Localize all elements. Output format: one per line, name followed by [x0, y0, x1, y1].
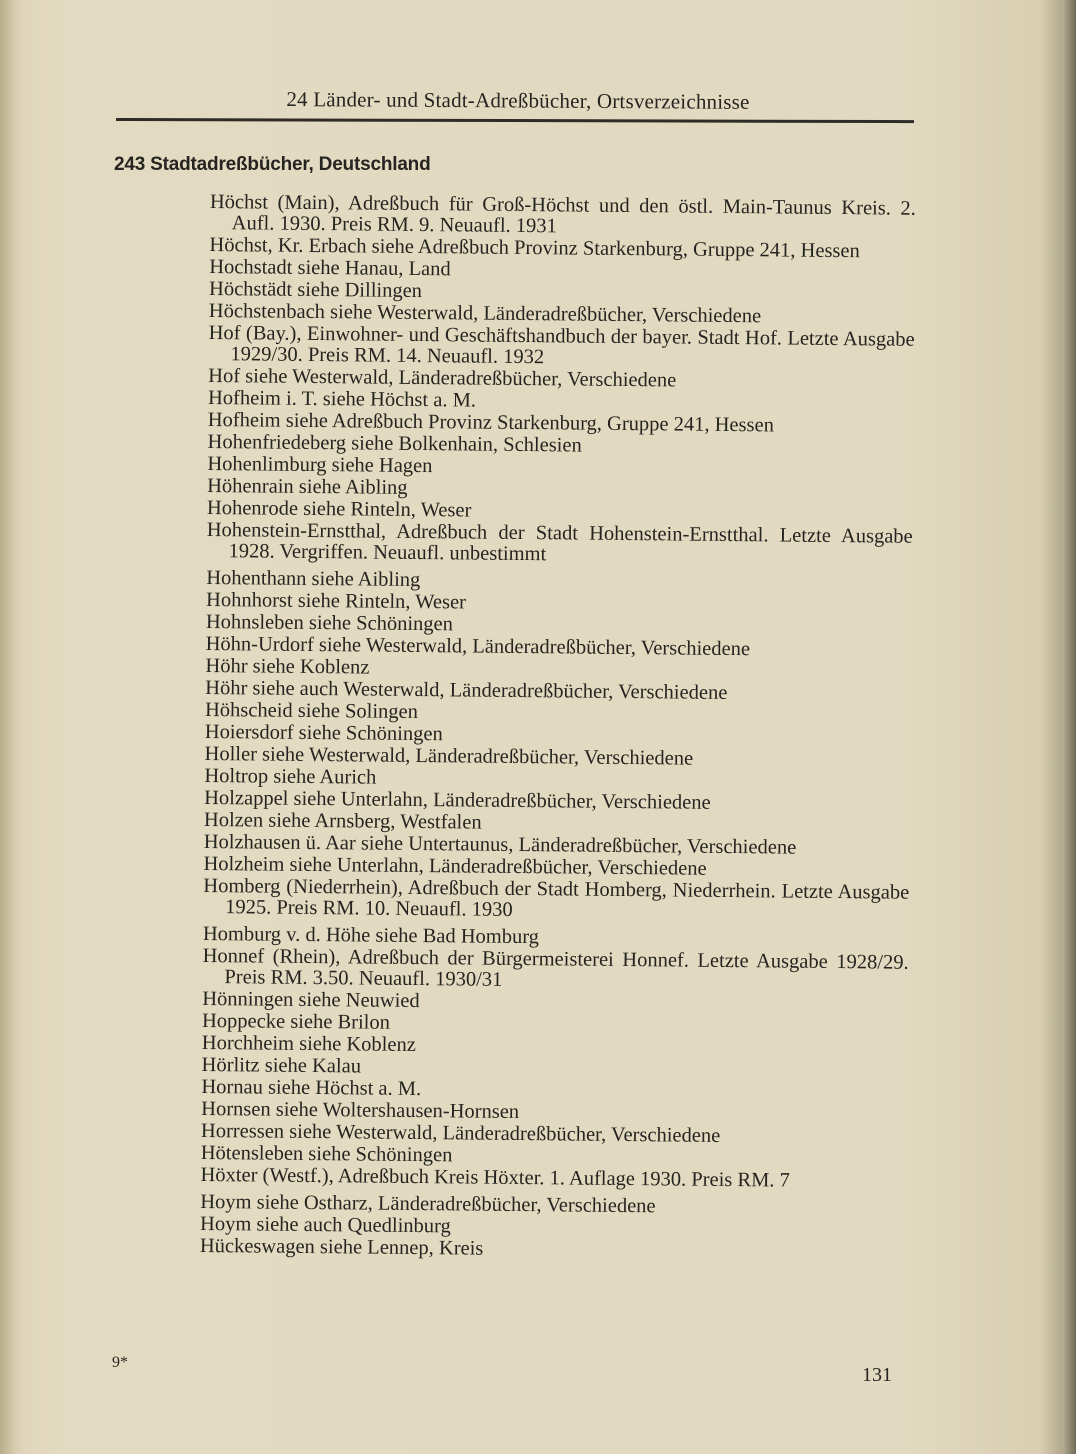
page-outer-edge	[1062, 0, 1076, 1454]
list-item: Hornau siehe Höchst a. M.	[201, 1075, 422, 1101]
list-item: Hückeswagen siehe Lennep, Kreis	[199, 1234, 484, 1260]
list-item: Holzen siehe Arnsberg, Westfalen	[203, 808, 482, 834]
list-item: Höhn-Urdorf siehe Westerwald, Länderadreßbücher, Verschiedene	[205, 632, 751, 661]
page-binding-edge	[0, 0, 14, 1454]
list-item: Holtrop siehe Aurich	[204, 764, 377, 789]
signature-mark: 9*	[112, 1354, 128, 1371]
running-head: 24 Länder- und Stadt-Adreßbücher, Ortsverzeichnisse	[286, 87, 750, 114]
list-item: Hoym siehe Ostharz, Länderadreßbücher, Verschiedene	[200, 1190, 656, 1218]
list-item: Hof siehe Westerwald, Länderadreßbücher, Verschiedene	[208, 364, 677, 392]
list-item: Hohenstein-Ernstthal, Adreßbuch der Stadt Hohenstein-Ernstthal. Letzte Ausgabe 1928. Vergriffen. Neuaufl. unbestimmt	[206, 518, 913, 566]
list-item: Hohnsleben siehe Schöningen	[205, 610, 454, 636]
list-item: Höhr siehe Koblenz	[205, 654, 370, 679]
list-item: Hörlitz siehe Kalau	[201, 1053, 362, 1078]
list-item: Hoppecke siehe Brilon	[201, 1009, 391, 1034]
list-item: Horchheim siehe Koblenz	[201, 1031, 416, 1057]
list-item: Hohenfriedeberg siehe Bolkenhain, Schlesien	[207, 430, 582, 457]
list-item: Hohenrode siehe Rinteln, Weser	[206, 496, 472, 522]
list-item: Hoym siehe auch Quedlinburg	[199, 1212, 451, 1238]
list-item: Hohenthann siehe Aibling	[206, 566, 421, 592]
list-item: Höhr siehe auch Westerwald, Länderadreßbücher, Verschiedene	[205, 676, 728, 704]
list-item: Hönningen siehe Neuwied	[202, 987, 420, 1013]
list-item: Honnef (Rhein), Adreßbuch der Bürgermeisterei Honnef. Letzte Ausgabe 1928/29. Preis RM. 3.50. Neuaufl. 1930/31	[202, 944, 909, 991]
list-item: Hochstadt siehe Hanau, Land	[209, 255, 451, 281]
list-item: Holler siehe Westerwald, Länderadreßbücher, Verschiedene	[204, 742, 694, 770]
list-item: Hohenlimburg siehe Hagen	[207, 452, 433, 478]
list-item: Hornsen siehe Woltershausen-Hornsen	[201, 1097, 520, 1124]
page-number: 131	[862, 1364, 892, 1386]
header-rule	[116, 118, 914, 123]
entry-list	[200, 192, 916, 1265]
list-item: Höchstädt siehe Dillingen	[208, 277, 423, 303]
list-item: Höchstenbach siehe Westerwald, Länderadreßbücher, Verschiedene	[208, 299, 762, 328]
list-item: Hötensleben siehe Schöningen	[200, 1141, 453, 1167]
section-title: 243 Stadtadreßbücher, Deutschland	[114, 154, 431, 175]
list-item: Holzhausen ü. Aar siehe Untertaunus, Länderadreßbücher, Verschiedene	[203, 830, 797, 859]
list-item: Höhscheid siehe Solingen	[204, 698, 419, 724]
list-item: Hof (Bay.), Einwohner- und Geschäftshandbuch der bayer. Stadt Hof. Letzte Ausgabe 1929/30. Preis RM. 14. Neuaufl. 1932	[208, 321, 915, 369]
list-item: Horressen siehe Westerwald, Länderadreßbücher, Verschiedene	[200, 1119, 721, 1147]
list-item: Homberg (Niederrhein), Adreßbuch der Stadt Homberg, Niederrhein. Letzte Ausgabe 1925. Preis RM. 10. Neuaufl. 1930	[203, 874, 910, 921]
list-item: Holzappel siehe Unterlahn, Länderadreßbücher, Verschiedene	[204, 786, 711, 814]
list-item: Höxter (Westf.), Adreßbuch Kreis Höxter. 1. Auflage 1930. Preis RM. 7	[200, 1163, 790, 1192]
list-item: Höchst, Kr. Erbach siehe Adreßbuch Provinz Starkenburg, Gruppe 241, Hessen	[209, 233, 860, 263]
list-item: Homburg v. d. Höhe siehe Bad Homburg	[202, 922, 540, 949]
list-item: Hofheim i. T. siehe Höchst a. M.	[207, 386, 477, 412]
list-item: Hofheim siehe Adreßbuch Provinz Starkenburg, Gruppe 241, Hessen	[207, 408, 775, 437]
list-item: Hohnhorst siehe Rinteln, Weser	[205, 588, 467, 614]
list-item: Höhenrain siehe Aibling	[207, 474, 408, 499]
list-item: Höchst (Main), Adreßbuch für Groß-Höchst und den östl. Main-Taunus Kreis. 2. Aufl. 1930. Preis RM. 9. Neuaufl. 1931	[209, 191, 916, 238]
list-item: Hoiersdorf siehe Schöningen	[204, 720, 443, 746]
list-item: Holzheim siehe Unterlahn, Länderadreßbücher, Verschiedene	[203, 852, 707, 880]
